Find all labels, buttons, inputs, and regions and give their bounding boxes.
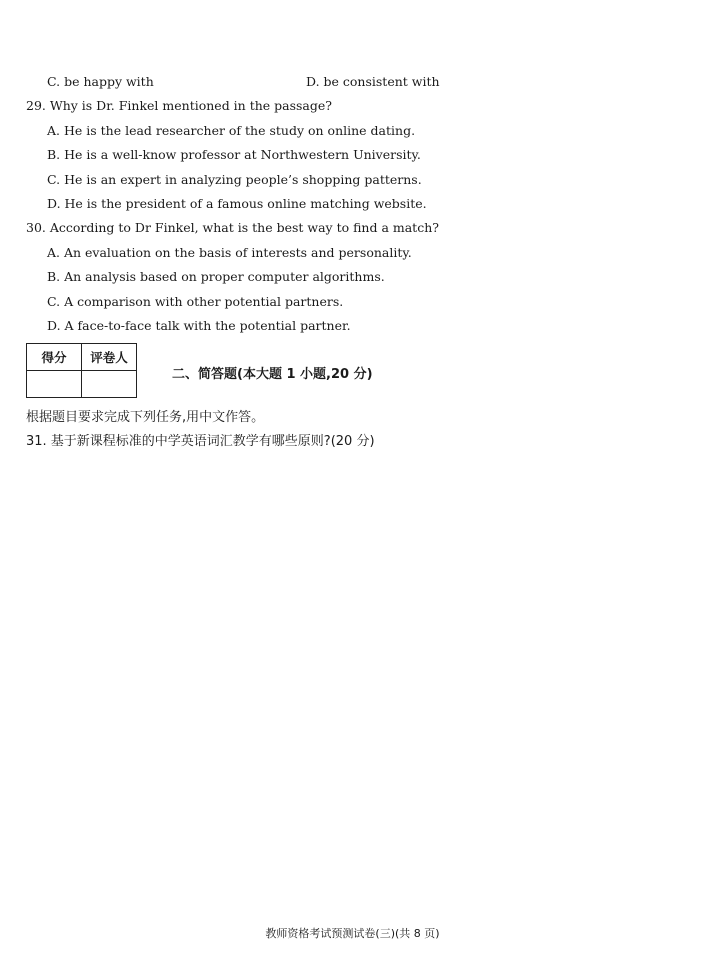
q28-option-d: D. be consistent with <box>306 74 440 89</box>
instruction-text: 根据题目要求完成下列任务,用中文作答。 <box>26 410 265 425</box>
grader-cell <box>82 371 137 398</box>
q29-option-d: D. He is the president of a famous online matching website. <box>47 196 427 211</box>
q29-option-b: B. He is a well-know professor at Northwestern University. <box>47 147 421 162</box>
q30-option-a: A. An evaluation on the basis of interests and personality. <box>47 245 412 260</box>
q29-stem: 29. Why is Dr. Finkel mentioned in the passage? <box>26 98 332 113</box>
grader-header: 评卷人 <box>82 344 137 371</box>
score-cell <box>27 371 82 398</box>
score-header: 得分 <box>27 344 82 371</box>
q30-option-d: D. A face-to-face talk with the potential partner. <box>47 318 351 333</box>
q30-option-b: B. An analysis based on proper computer algorithms. <box>47 269 385 284</box>
section-title: 二、简答题(本大题 1 小题,20 分) <box>172 367 373 382</box>
q30-stem: 30. According to Dr Finkel, what is the best way to find a match? <box>26 220 439 235</box>
q31-stem: 31. 基于新课程标准的中学英语词汇教学有哪些原则?(20 分) <box>26 434 375 449</box>
q29-option-a: A. He is the lead researcher of the study on online dating. <box>47 123 416 138</box>
page-footer: 教师资格考试预测试卷(三)(共 8 页) <box>265 927 440 940</box>
q28-option-c: C. be happy with <box>47 74 154 89</box>
q30-option-c: C. A comparison with other potential partners. <box>47 294 344 309</box>
score-table <box>26 343 137 398</box>
q29-option-c: C. He is an expert in analyzing people’s shopping patterns. <box>47 172 422 187</box>
